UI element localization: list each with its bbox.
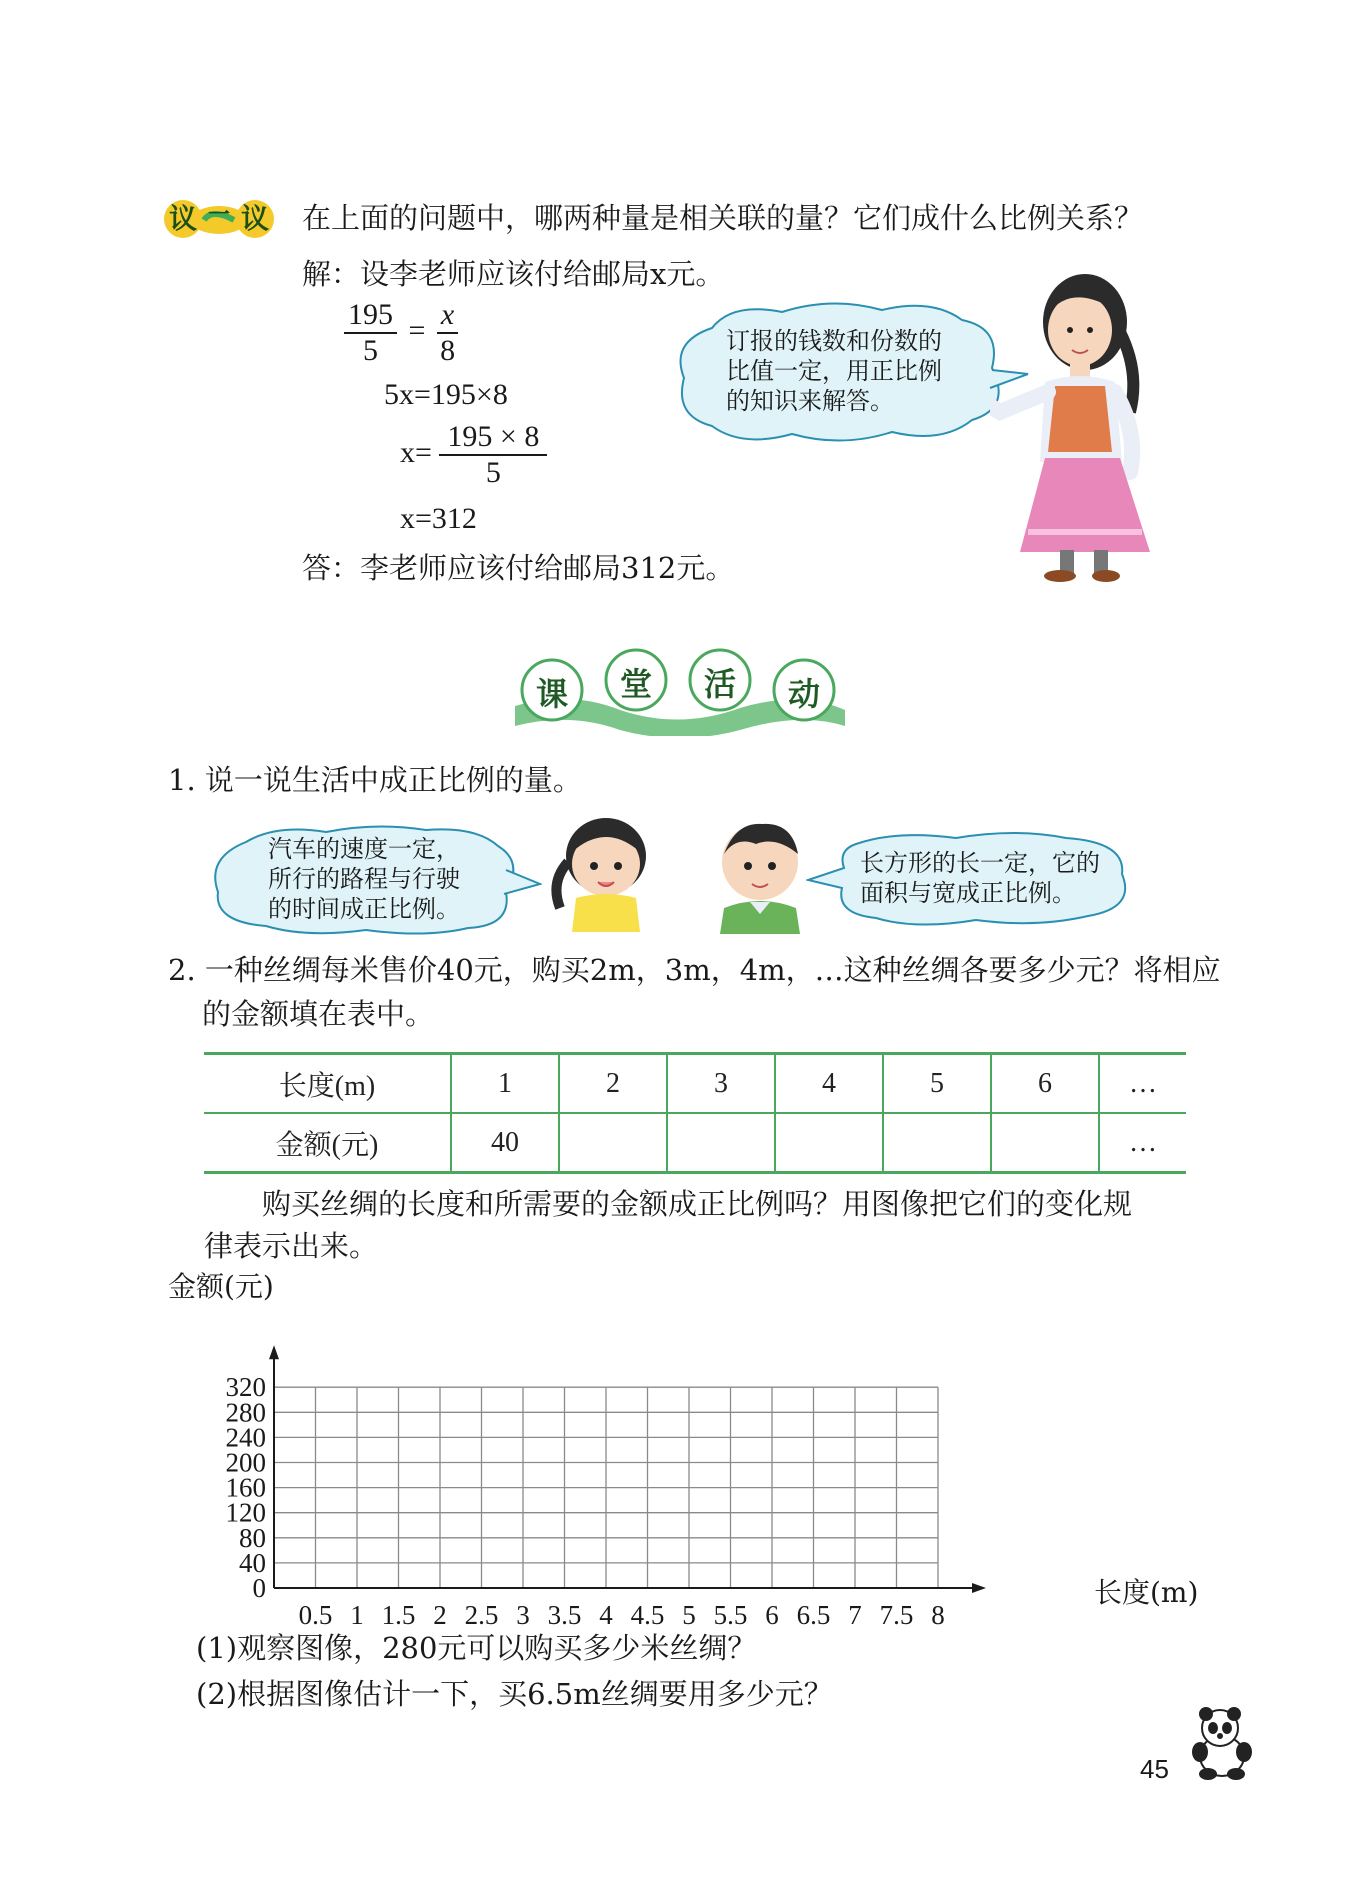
teacher-illustration bbox=[990, 262, 1170, 582]
banner-char-4: 动 bbox=[787, 675, 820, 713]
table-cell-blank[interactable] bbox=[667, 1113, 775, 1173]
eq3-num: 195 × 8 bbox=[439, 420, 547, 456]
banner-char-3: 活 bbox=[703, 665, 736, 703]
table-cell: 4 bbox=[775, 1054, 883, 1114]
table-cell-blank[interactable] bbox=[559, 1113, 667, 1173]
teacher-bubble-line-3: 的知识来解答。 bbox=[726, 387, 894, 415]
x-tick-label: 2.5 bbox=[464, 1600, 499, 1630]
table-header-length: 长度(m) bbox=[204, 1054, 451, 1114]
question-1: 1. 说一说生活中成正比例的量。 bbox=[168, 763, 582, 797]
x-tick-label: 4.5 bbox=[630, 1600, 665, 1630]
x-tick-label: 4 bbox=[599, 1600, 613, 1630]
table-cell: 1 bbox=[451, 1054, 559, 1114]
table-cell: 5 bbox=[883, 1054, 991, 1114]
table-row bbox=[204, 1054, 1186, 1114]
table-cell: 2 bbox=[559, 1054, 667, 1114]
table-cell: … bbox=[1099, 1054, 1186, 1114]
badge-char-3: 议 bbox=[240, 202, 269, 235]
length-price-table bbox=[204, 1052, 1186, 1174]
y-tick-label: 280 bbox=[225, 1397, 266, 1428]
question-2-prompt-line-1: 购买丝绸的长度和所需要的金额成正比例吗？用图像把它们的变化规 bbox=[262, 1187, 1133, 1221]
equation-1 bbox=[344, 298, 458, 368]
table-cell: 40 bbox=[451, 1113, 559, 1173]
y-tick-label: 200 bbox=[225, 1447, 266, 1478]
badge-char-2: 一 bbox=[207, 203, 230, 228]
banner-char-1: 课 bbox=[535, 675, 568, 713]
teacher-bubble-line-2: 比值一定，用正比例 bbox=[726, 357, 942, 385]
eq3-lhs: x= bbox=[400, 435, 432, 469]
table-cell-blank[interactable] bbox=[991, 1113, 1099, 1173]
sub-question-1: (1)观察图像，280元可以购买多少米丝绸？ bbox=[196, 1631, 757, 1665]
y-tick-label: 240 bbox=[225, 1422, 266, 1453]
x-tick-label: 8 bbox=[931, 1600, 945, 1630]
table-cell: 3 bbox=[667, 1054, 775, 1114]
y-tick-label: 80 bbox=[239, 1522, 266, 1553]
y-tick-label: 160 bbox=[225, 1472, 266, 1503]
girl-bubble-line-1: 汽车的速度一定， bbox=[268, 835, 460, 863]
x-tick-label: 7 bbox=[848, 1600, 862, 1630]
equation-2: 5x=195×8 bbox=[384, 378, 508, 411]
x-tick-label: 1 bbox=[350, 1600, 364, 1630]
eq1-left-num: 195 bbox=[344, 298, 397, 334]
y-axis-arrow bbox=[269, 1345, 279, 1359]
question-2-prompt-line-2: 律表示出来。 bbox=[204, 1229, 379, 1263]
eq1-right-den: 8 bbox=[440, 334, 456, 367]
chart-x-axis-label: 长度(m) bbox=[1094, 1576, 1199, 1609]
x-tick-label: 1.5 bbox=[381, 1600, 416, 1630]
table-row bbox=[204, 1113, 1186, 1173]
eq1-left-den: 5 bbox=[363, 334, 378, 367]
solution-answer: 答：李老师应该付给邮局312元。 bbox=[302, 551, 735, 585]
x-tick-label: 2 bbox=[433, 1600, 447, 1630]
table-header-price: 金额(元) bbox=[204, 1113, 451, 1173]
boy-bubble-line-1: 长方形的长一定，它的 bbox=[860, 849, 1100, 877]
table-cell-blank[interactable] bbox=[775, 1113, 883, 1173]
boy-bubble-line-2: 面积与宽成正比例。 bbox=[860, 879, 1076, 907]
teacher-bubble-line-1: 订报的钱数和份数的 bbox=[726, 327, 942, 355]
page-number: 45 bbox=[1140, 1754, 1169, 1784]
x-tick-label: 7.5 bbox=[879, 1600, 914, 1630]
y-tick-label: 40 bbox=[239, 1547, 266, 1578]
boy-illustration bbox=[706, 814, 816, 934]
eq1-right-num: x bbox=[437, 298, 458, 334]
girl-bubble-line-2: 所行的路程与行驶 bbox=[268, 865, 460, 893]
eq3-den: 5 bbox=[485, 456, 501, 489]
x-axis-arrow bbox=[972, 1583, 986, 1593]
question-2-line-2: 的金额填在表中。 bbox=[202, 997, 435, 1031]
equals-sign: = bbox=[408, 313, 426, 347]
discuss-badge bbox=[164, 196, 274, 242]
banner-char-2: 堂 bbox=[619, 665, 652, 703]
discuss-question: 在上面的问题中，哪两种量是相关联的量？它们成什么比例关系？ bbox=[302, 201, 1144, 235]
table-cell-blank[interactable] bbox=[883, 1113, 991, 1173]
x-tick-label: 5 bbox=[682, 1600, 696, 1630]
chart-y-ticks bbox=[226, 1372, 267, 1603]
x-tick-label: 5.5 bbox=[713, 1600, 748, 1630]
equation-4: x=312 bbox=[400, 502, 477, 535]
question-2-line-1: 2. 一种丝绸每米售价40元，购买2m，3m，4m，…这种丝绸各要多少元？将相应 bbox=[168, 953, 1221, 987]
chart-x-ticks bbox=[299, 1600, 945, 1630]
solution-intro: 解：设李老师应该付给邮局x元。 bbox=[302, 257, 725, 291]
price-length-chart bbox=[150, 1266, 1230, 1636]
girl-illustration bbox=[540, 812, 670, 932]
table-cell: … bbox=[1099, 1113, 1186, 1173]
x-tick-label: 0.5 bbox=[298, 1600, 333, 1630]
girl-bubble-line-3: 的时间成正比例。 bbox=[268, 895, 460, 923]
chart-axes bbox=[269, 1345, 986, 1593]
x-tick-label: 6.5 bbox=[796, 1600, 831, 1630]
equation-3 bbox=[400, 420, 547, 490]
table-cell: 6 bbox=[991, 1054, 1099, 1114]
chart-y-axis-label: 金额(元) bbox=[168, 1270, 274, 1303]
x-tick-label: 6 bbox=[765, 1600, 779, 1630]
panda-icon bbox=[1186, 1706, 1256, 1782]
y-tick-label: 120 bbox=[225, 1497, 266, 1528]
badge-char-1: 议 bbox=[168, 202, 197, 235]
x-tick-label: 3 bbox=[516, 1600, 530, 1630]
x-tick-label: 3.5 bbox=[547, 1600, 582, 1630]
chart-grid bbox=[274, 1387, 938, 1588]
y-tick-label: 0 bbox=[252, 1573, 266, 1603]
y-tick-label: 320 bbox=[225, 1372, 266, 1403]
sub-question-2: (2)根据图像估计一下，买6.5m丝绸要用多少元？ bbox=[196, 1677, 833, 1711]
